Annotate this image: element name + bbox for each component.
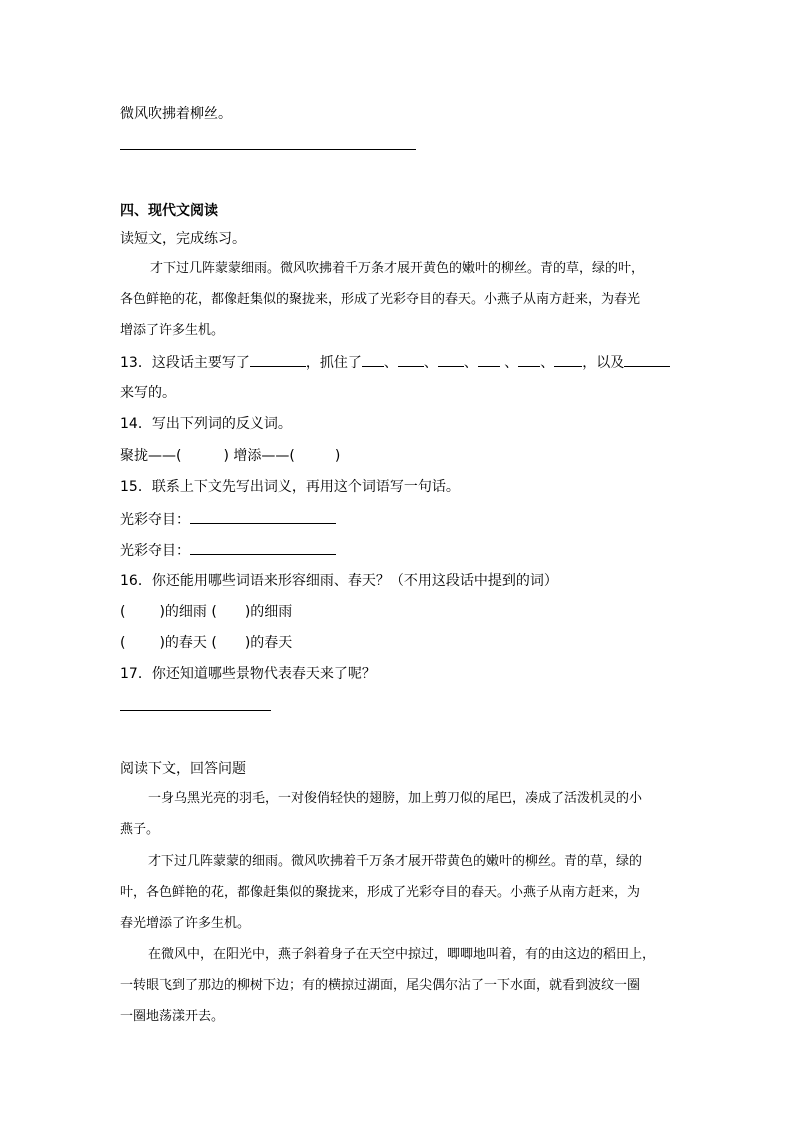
passage2-line: 一身乌黑光亮的羽毛，一对俊俏轻快的翅膀，加上剪刀似的尾巴，凑成了活泼机灵的小	[148, 791, 643, 806]
answer-line[interactable]	[120, 710, 271, 711]
passage2-line: 春光增添了许多生机。	[120, 916, 251, 931]
paren: )的细雨	[244, 604, 293, 620]
q13-text: 13．这段话主要写了	[120, 355, 250, 371]
question-16: 16．你还能用哪些词语来形容细雨、春天？（不用这段话中提到的词）	[120, 573, 558, 589]
reading-instruction-2: 阅读下文，回答问题	[120, 761, 246, 777]
blank[interactable]	[438, 352, 464, 367]
q16-row-drizzle	[120, 602, 292, 622]
answer-line[interactable]	[190, 540, 336, 555]
passage2-line: 燕子。	[120, 822, 160, 837]
q13-text: ，以及	[582, 355, 625, 371]
sentence-row	[120, 540, 336, 561]
blank[interactable]	[362, 352, 384, 367]
passage2-line: 一转眼飞到了那边的柳树下边；有的横掠过湖面，尾尖偶尔沾了一下水面，就看到波纹一圈	[120, 978, 641, 993]
passage2-line: 才下过几阵蒙蒙的细雨。微风吹拂着千万条才展开带黄色的嫩叶的柳丝。青的草，绿的	[148, 854, 643, 869]
paren: )的春天 (	[159, 635, 217, 651]
antonym-item: ) 增添——(	[223, 448, 295, 464]
blank[interactable]	[250, 352, 306, 367]
blank[interactable]	[478, 352, 500, 367]
passage2-line: 一圈地荡漾开去。	[120, 1009, 225, 1024]
paren: (	[120, 604, 126, 620]
paren: )的细雨 (	[159, 604, 217, 620]
answer-line[interactable]	[190, 509, 336, 524]
blank[interactable]	[624, 352, 670, 367]
separator: 、	[540, 355, 555, 371]
meaning-row	[120, 509, 336, 530]
paren: (	[120, 635, 126, 651]
separator: 、	[383, 355, 398, 371]
section-title: 四、现代文阅读	[120, 203, 218, 219]
question-13-end: 来写的。	[120, 385, 176, 401]
passage2-line: 在微风中，在阳光中，燕子斜着身子在天空中掠过，唧唧地叫着，有的由这边的稻田上，	[148, 947, 656, 962]
antonym-item: 聚拢——(	[120, 448, 182, 464]
separator: 、	[423, 355, 438, 371]
blank[interactable]	[554, 352, 582, 367]
word-label: 光彩夺目：	[120, 543, 190, 559]
separator: 、	[499, 355, 519, 371]
antonym-item: )	[334, 448, 341, 464]
reading-instruction: 读短文，完成练习。	[120, 231, 246, 247]
separator: 、	[463, 355, 478, 371]
question-14: 14．写出下列词的反义词。	[120, 416, 292, 432]
passage1-line: 才下过几阵蒙蒙细雨。微风吹拂着千万条才展开黄色的嫩叶的柳丝。青的草，绿的叶，	[150, 261, 645, 276]
question-15: 15．联系上下文先写出词义，再用这个词语写一句话。	[120, 479, 460, 495]
q13-text: ，抓住了	[305, 355, 362, 371]
passage2-line: 叶，各色鲜艳的花，都像赶集似的聚拢来，形成了光彩夺目的春天。小燕子从南方赶来，为	[120, 885, 641, 900]
question-13	[120, 352, 670, 373]
answer-line	[120, 149, 416, 150]
passage1-line: 增添了许多生机。	[120, 323, 225, 338]
blank[interactable]	[518, 352, 540, 367]
question-14-items	[120, 446, 340, 466]
word-label: 光彩夺目：	[120, 512, 190, 528]
blank[interactable]	[398, 352, 424, 367]
q16-row-spring	[120, 633, 292, 653]
paren: )的春天	[244, 635, 293, 651]
passage1-line: 各色鲜艳的花，都像赶集似的聚拢来，形成了光彩夺目的春天。小燕子从南方赶来，为春光	[120, 292, 641, 307]
top-sentence: 微风吹拂着柳丝。	[120, 106, 232, 122]
question-17: 17．你还知道哪些景物代表春天来了呢？	[120, 666, 376, 682]
